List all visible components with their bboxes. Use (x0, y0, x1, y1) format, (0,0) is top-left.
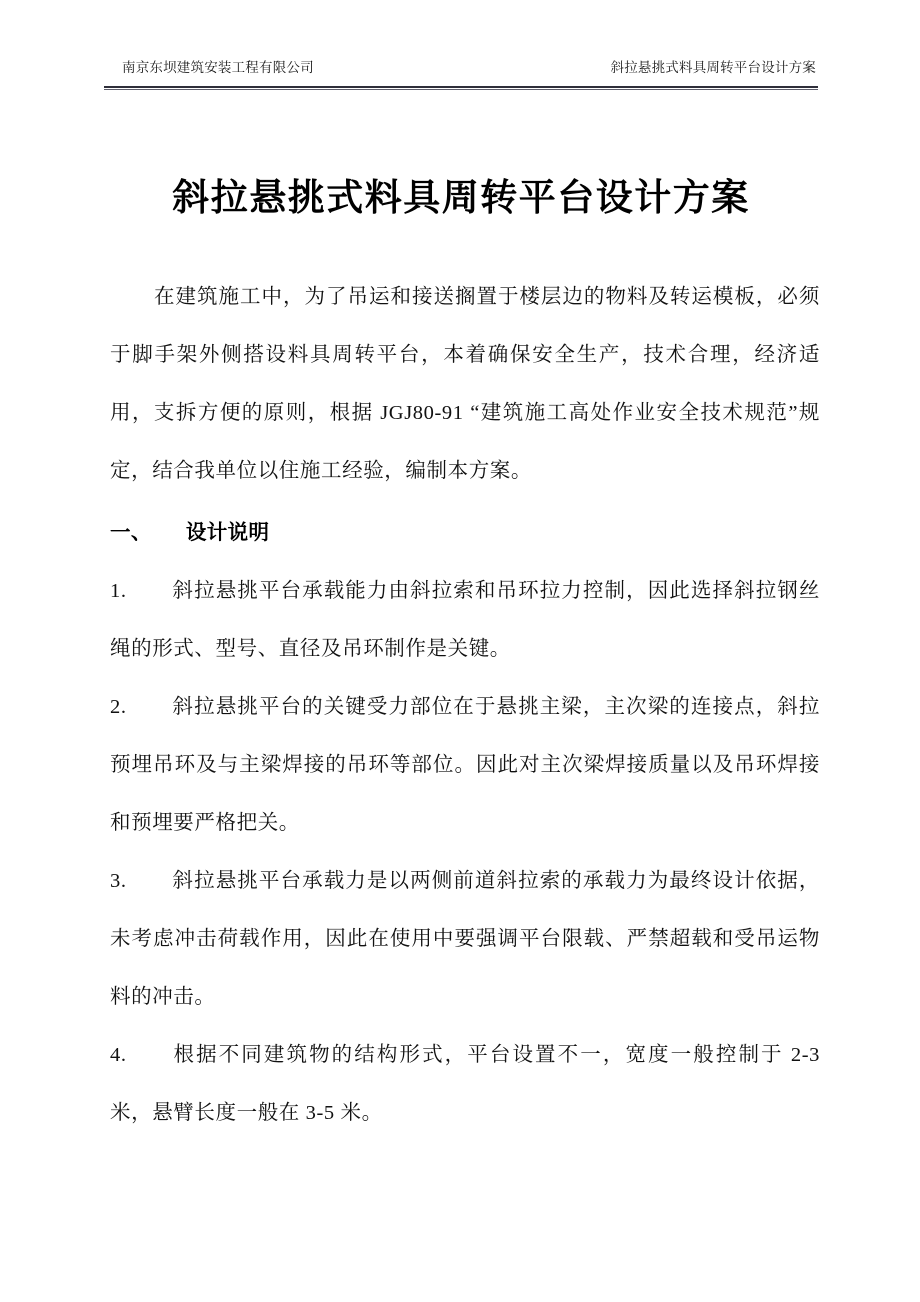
list-item-number: 1. (110, 580, 127, 602)
intro-paragraph: 在建筑施工中，为了吊运和接送搁置于楼层边的物料及转运模板，必须于脚手架外侧搭设料具周转平台，本着确保安全生产，技术合理，经济适用，支拆方便的原则，根据 JGJ80-91 “建筑施工高处作业安全技术规范”规定，结合我单位以住施工经验，编制本方案。 (110, 286, 820, 482)
list-item-text: 斜拉悬挑平台承载能力由斜拉索和吊环拉力控制，因此选择斜拉钢丝绳的形式、型号、直径及吊环制作是关键。 (110, 580, 820, 660)
list-item (110, 562, 820, 678)
document-body (110, 268, 820, 1142)
page-title: 斜拉悬挑式料具周转平台设计方案 (172, 176, 750, 218)
list-item-text: 斜拉悬挑平台的关键受力部位在于悬挑主梁，主次梁的连接点，斜拉预埋吊环及与主梁焊接的吊环等部位。因此对主次梁焊接质量以及吊环焊接和预埋要严格把关。 (110, 696, 820, 834)
list-item-number: 4. (110, 1044, 127, 1066)
running-header (104, 58, 818, 88)
section-title: 设计说明 (185, 521, 270, 544)
header-divider-thick-line (104, 86, 818, 88)
section-heading-design-description (110, 504, 820, 562)
list-item-number: 3. (110, 870, 127, 892)
header-document-name: 斜拉悬挑式料具周转平台设计方案 (610, 60, 816, 75)
header-company-name: 南京东坝建筑安装工程有限公司 (122, 60, 314, 75)
header-divider-thin-line (104, 89, 818, 90)
list-item-text: 根据不同建筑物的结构形式，平台设置不一，宽度一般控制于 2-3 米，悬臂长度一般在 3-5 米。 (110, 1044, 820, 1124)
list-item-number: 2. (110, 696, 127, 718)
list-item (110, 678, 820, 852)
list-item (110, 852, 820, 1026)
section-number: 一、 (110, 521, 152, 544)
header-row (104, 58, 818, 78)
list-item (110, 1026, 820, 1142)
header-divider (104, 86, 818, 90)
list-item-text: 斜拉悬挑平台承载力是以两侧前道斜拉索的承载力为最终设计依据，未考虑冲击荷载作用，因此在使用中要强调平台限载、严禁超载和受吊运物料的冲击。 (110, 870, 820, 1008)
